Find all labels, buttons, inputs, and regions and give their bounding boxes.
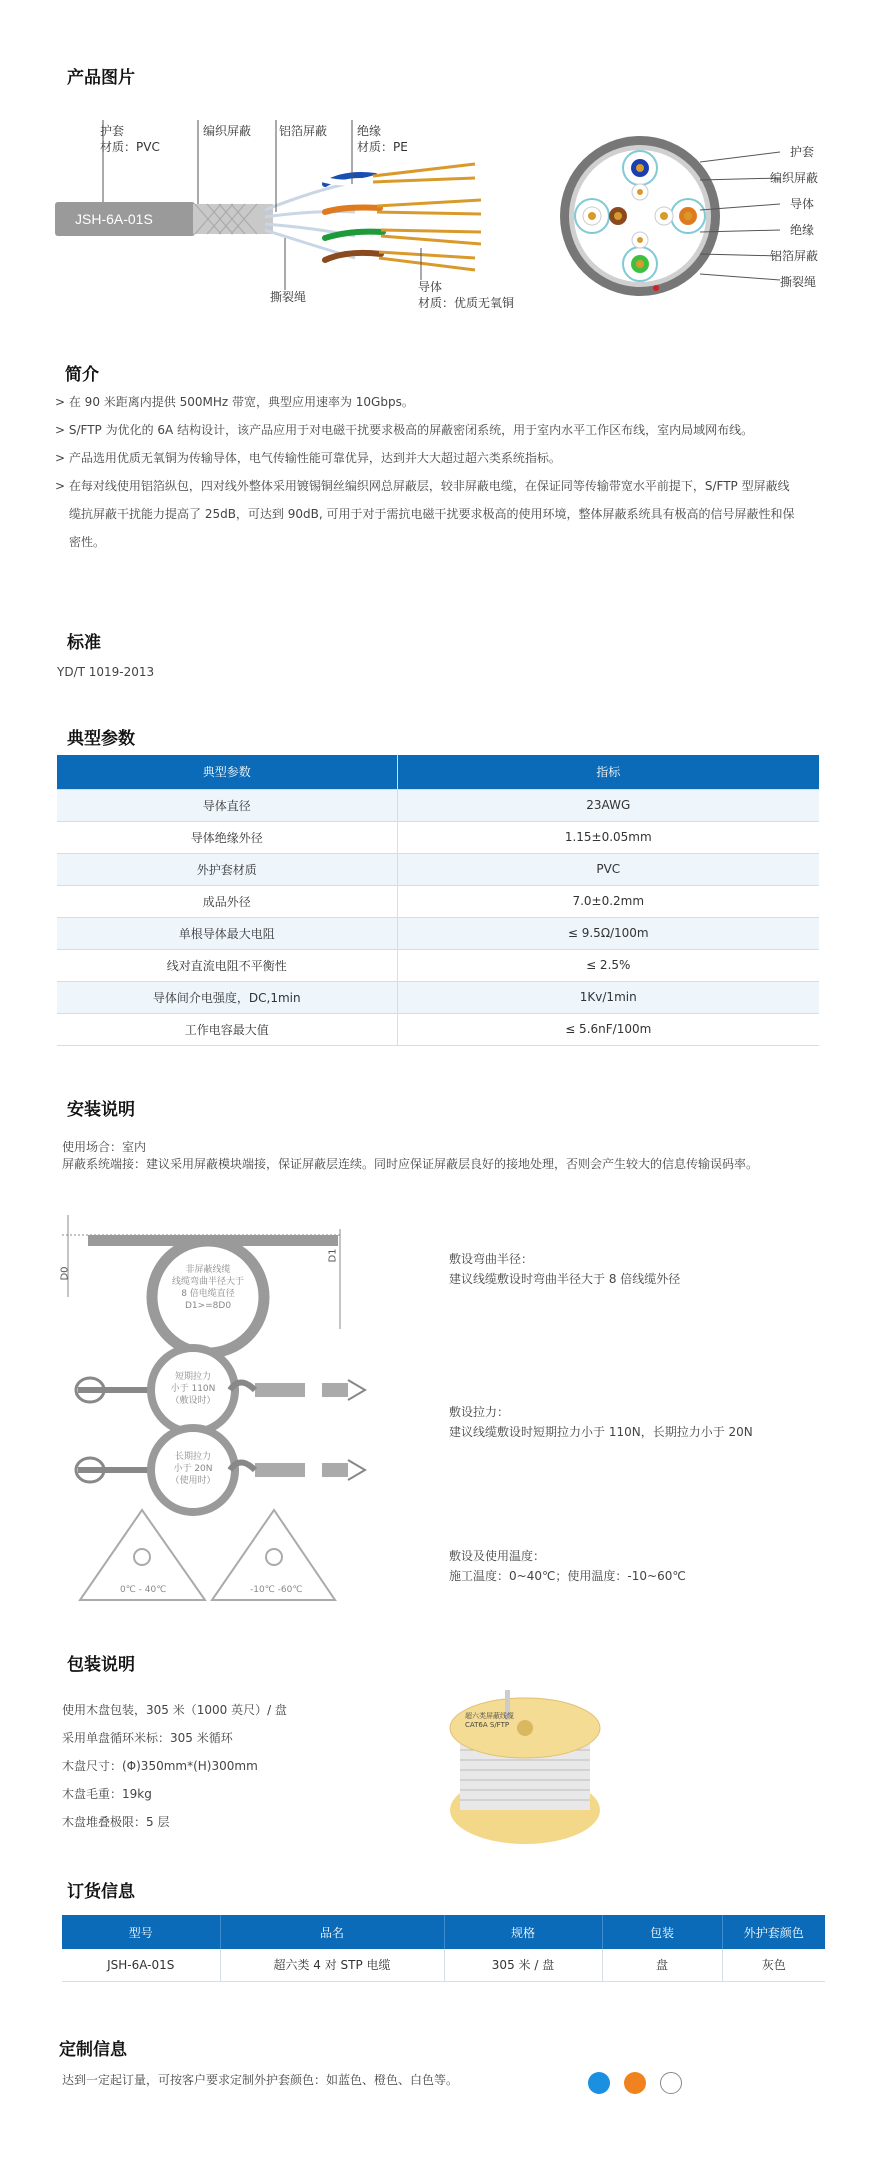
cross-section-diagram bbox=[560, 108, 720, 318]
intro-list bbox=[55, 388, 835, 556]
intro-item: 缆抗屏蔽干扰能力提高了 25dB，可达到 90dB, 可用于对于需抗电磁干扰要求极高的使用环境，整体屏蔽系统具有极高的信号屏蔽性和保 bbox=[69, 507, 795, 521]
reel-label: 超六类屏蔽线缆 CAT6A S/FTP bbox=[465, 1712, 514, 1729]
order-table bbox=[62, 1915, 825, 1982]
packaging-title: 包装说明 bbox=[67, 1655, 135, 1675]
bend-title: 敷设弯曲半径： bbox=[449, 1252, 534, 1266]
intro-item: 密性。 bbox=[69, 535, 106, 549]
intro-item: > 在每对线使用铝箔纵包，四对线外整体采用镀锡铜丝编织网总屏蔽层，较非屏蔽电缆，在保证同等传输带宽水平前提下，S/FTP 型屏蔽线 bbox=[55, 479, 790, 493]
cross-section-leaders bbox=[700, 140, 780, 290]
cs-label-ripcord: 撕裂绳 bbox=[780, 275, 817, 289]
install-scene: 使用场合：室内 bbox=[62, 1140, 147, 1154]
pull-title: 敷设拉力： bbox=[449, 1405, 510, 1419]
order-header: 外护套颜色 bbox=[722, 1915, 825, 1949]
table-row: 导体绝缘外径 1.15±0.05mm bbox=[57, 821, 819, 853]
temp-title: 敷设及使用温度： bbox=[449, 1549, 546, 1563]
params-header: 典型参数 bbox=[57, 755, 397, 789]
color-swatch-blue[interactable] bbox=[588, 2072, 610, 2094]
color-swatch-orange[interactable] bbox=[624, 2072, 646, 2094]
list-item: 木盘堆叠极限：5 层 bbox=[62, 1815, 170, 1829]
intro-item: > 产品选用优质无氧铜为传输导体，电气传输性能可靠优异，达到并大大超过超六类系统指标。 bbox=[55, 451, 561, 465]
custom-title: 定制信息 bbox=[59, 2040, 127, 2060]
params-title: 典型参数 bbox=[67, 729, 135, 749]
cs-label-braid: 编织屏蔽 bbox=[770, 171, 819, 185]
custom-desc: 达到一定起订量，可按客户要求定制外护套颜色：如蓝色、橙色、白色等。 bbox=[62, 2073, 459, 2087]
temp-desc: 施工温度：0~40℃；使用温度：-10~60℃ bbox=[449, 1569, 686, 1583]
label-jacket: 护套 bbox=[100, 124, 125, 138]
params-table bbox=[57, 755, 819, 1046]
standard-value: YD/T 1019-2013 bbox=[57, 665, 155, 679]
cs-label-jacket: 护套 bbox=[790, 145, 815, 159]
bend-circle-text: 非屏蔽线缆 线缆弯曲半径大于 8 倍电缆直径 D1>=8D0 bbox=[171, 1265, 244, 1311]
table-row: JSH-6A-01S 超六类 4 对 STP 电缆 305 米 / 盘 盘 灰色 bbox=[62, 1949, 825, 1981]
label-conductor: 导体 bbox=[418, 280, 443, 294]
table-row: 成品外径 7.0±0.2mm bbox=[57, 885, 819, 917]
table-row: 导体直径 23AWG bbox=[57, 789, 819, 821]
list-item: 采用单盘循环米标：305 米循环 bbox=[62, 1731, 233, 1745]
order-title: 订货信息 bbox=[67, 1882, 135, 1902]
table-row: 线对直流电阻不平衡性 ≤ 2.5% bbox=[57, 949, 819, 981]
label-jacket-material: 材质：PVC bbox=[100, 140, 160, 154]
label-ripcord: 撕裂绳 bbox=[270, 290, 307, 304]
label-conductor-material: 材质：优质无氧铜 bbox=[418, 296, 515, 310]
bend-desc: 建议线缆敷设时弯曲半径大于 8 倍线缆外径 bbox=[449, 1272, 681, 1286]
packaging-list bbox=[62, 1696, 287, 1836]
product-image-title: 产品图片 bbox=[67, 68, 135, 88]
label-insulation: 绝缘 bbox=[357, 124, 382, 138]
standard-title: 标准 bbox=[67, 633, 101, 653]
table-row: 单根导体最大电阻 ≤ 9.5Ω/100m bbox=[57, 917, 819, 949]
pull-desc: 建议线缆敷设时短期拉力小于 110N，长期拉力小于 20N bbox=[449, 1425, 753, 1439]
list-item: 木盘毛重：19kg bbox=[62, 1787, 152, 1801]
long-pull-circle-text: 长期拉力 小于 20N （使用时） bbox=[170, 1452, 216, 1486]
label-braid: 编织屏蔽 bbox=[203, 124, 252, 138]
label-insulation-material: 材质：PE bbox=[357, 140, 408, 154]
cs-label-foil: 铝箔屏蔽 bbox=[770, 249, 819, 263]
cs-label-conductor: 导体 bbox=[790, 197, 815, 211]
cable-model-text: JSH-6A-01S bbox=[75, 211, 153, 227]
temp-right-label: -10℃ -60℃ bbox=[250, 1585, 303, 1595]
bend-d0-label: D0 bbox=[59, 1266, 71, 1281]
temp-left-label: 0℃ - 40℃ bbox=[120, 1585, 167, 1595]
list-item: 木盘尺寸：(Φ)350mm*(H)300mm bbox=[62, 1759, 258, 1773]
table-row: 外护套材质 PVC bbox=[57, 853, 819, 885]
short-pull-circle-text: 短期拉力 小于 110N （敷设时） bbox=[170, 1372, 216, 1406]
params-header: 指标 bbox=[397, 755, 819, 789]
intro-item: > 在 90 米距离内提供 500MHz 带宽，典型应用速率为 10Gbps。 bbox=[55, 395, 414, 409]
order-header: 品名 bbox=[220, 1915, 444, 1949]
install-shield: 屏蔽系统端接：建议采用屏蔽模块端接，保证屏蔽层连续。同时应保证屏蔽层良好的接地处理，否则会产生较大的信息传输误码率。 bbox=[62, 1157, 759, 1171]
order-header: 包装 bbox=[602, 1915, 722, 1949]
intro-title: 简介 bbox=[65, 365, 99, 385]
order-header: 规格 bbox=[444, 1915, 602, 1949]
intro-item: > S/FTP 为优化的 6A 结构设计，该产品应用于对电磁干扰要求极高的屏蔽密闭系统，用于室内水平工作区布线，室内局域网布线。 bbox=[55, 423, 754, 437]
install-title: 安装说明 bbox=[67, 1100, 135, 1120]
order-header: 型号 bbox=[62, 1915, 220, 1949]
table-row: 工作电容最大值 ≤ 5.6nF/100m bbox=[57, 1013, 819, 1045]
list-item: 使用木盘包装，305 米（1000 英尺）/ 盘 bbox=[62, 1703, 287, 1717]
cs-label-insulation: 绝缘 bbox=[790, 223, 815, 237]
label-foil: 铝箔屏蔽 bbox=[279, 124, 328, 138]
color-swatch-white[interactable] bbox=[660, 2072, 682, 2094]
bend-d1-label: D1 bbox=[327, 1248, 339, 1263]
table-row: 导体间介电强度，DC,1min 1Kv/1min bbox=[57, 981, 819, 1013]
